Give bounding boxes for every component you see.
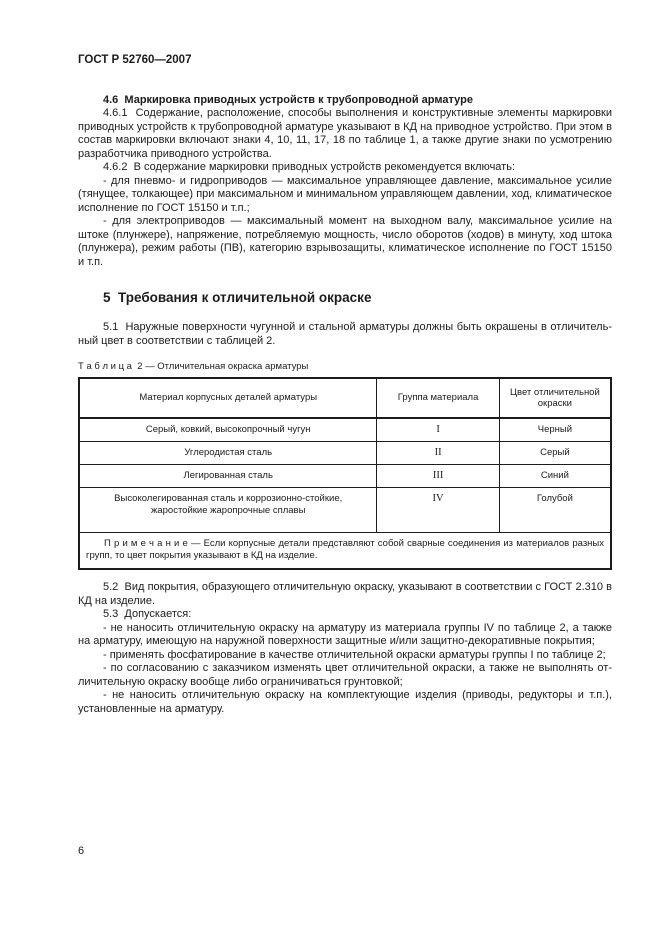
col-header-group: Группа материала [377, 378, 499, 418]
cell-group: IV [377, 488, 499, 533]
table-row [79, 418, 611, 442]
cell-group: I [377, 418, 499, 442]
table-row [79, 442, 611, 465]
para-5-2: 5.2 Вид покрытия, образующего отличительную окраску, указывают в соответствии с ГОСТ 2.310 в КД на изделие. [78, 581, 612, 607]
para-5-1: 5.1 Наружные поверхности чугунной и стальной арматуры должны быть окрашены в отличительный цвет в соответствии с таблицей 2. [78, 321, 612, 347]
cell-group: II [377, 442, 499, 465]
table-note: П р и м е ч а н и е — Если корпусные детали представляют собой сварные соединения из материалов разных групп, то цвет покрытия указывают в КД на изделие. [79, 533, 611, 570]
cell-group: III [377, 465, 499, 488]
list-item-no-paint-accessories: - не наносить отличительную окраску на комплектующие изделия (приводы, редукторы и т.п.), установленные на арматуру. [78, 689, 612, 715]
table-caption: Т а б л и ц а 2 — Отличительная окраска арматуры [78, 361, 309, 372]
list-item-electro: - для электроприводов — максимальный момент на выходном валу, максимальное усилие на штоке (плунжере), напряжение, потребляемую мощность, число оборотов (ходов) в минуту, ход штока (плунжера), режим работы (ПВ), категорию взрывозащиты, климатическое исполнение по ГОСТ 15150 и т.п. [78, 215, 612, 268]
table-note-row [79, 533, 611, 570]
heading-5: 5 Требования к отличительной окраске [103, 290, 372, 305]
para-4-6-1: 4.6.1 Содержание, расположение, способы выполнения и конструктивные элементы маркировки приводных устройств к трубопроводной арматуре указывают в КД на приводное устройство. При этом в состав маркировки включают знаки 4, 10, 11, 17, 18 по таблице 1, а также другие знаки по усмотрению разработчика приводного устройства. [78, 107, 612, 160]
heading-4-6: 4.6 Маркировка приводных устройств к трубопроводной арматуре [103, 93, 473, 106]
para-4-6-2-intro: 4.6.2 В содержание маркировки приводных устройств рекомендуется включать: [103, 161, 516, 173]
col-header-material: Материал корпусных деталей арматуры [79, 378, 377, 418]
cell-color: Серый [499, 442, 611, 465]
list-item-phosphating: - применять фосфатирование в качестве отличительной окраски арматуры группы I по таблице 2; [103, 648, 606, 661]
table-header [79, 378, 611, 418]
table-row [79, 488, 611, 533]
list-item-change-color: - по согласованию с заказчиком изменять цвет отличительной окраски, а также не выполнять отличительную окраску вообще либо ограничиваться грунтовкой; [78, 662, 612, 688]
cell-material: Легированная сталь [79, 465, 377, 488]
table-row [79, 465, 611, 488]
list-item-pneumo-hydro: - для пневмо- и гидроприводов — максимальное управляющее давление, максимальное усилие (тянущее, толкающее) при максимальном и минимальном управляющем давлении, ход, климатическое исполнение по ГОСТ 15150 и т.п.; [78, 174, 612, 214]
cell-material: Серый, ковкий, высокопрочный чугун [79, 418, 377, 442]
doc-code: ГОСТ Р 52760—2007 [78, 54, 192, 66]
para-5-3-intro: 5.3 Допускается: [103, 608, 192, 620]
cell-material: Углеродистая сталь [79, 442, 377, 465]
cell-color: Черный [499, 418, 611, 442]
cell-color: Голубой [499, 488, 611, 533]
table-header-row [79, 378, 611, 418]
col-header-color: Цвет отличительной окраски [499, 378, 611, 418]
page-number: 6 [78, 845, 85, 857]
table-2-distinctive-painting [78, 377, 612, 570]
cell-material: Высоколегированная сталь и коррозионно-стойкие, жаростойкие жаропрочные сплавы [79, 488, 377, 533]
cell-color: Синий [499, 465, 611, 488]
list-item-no-paint-group-iv: - не наносить отличительную окраску на арматуру из материала группы IV по таблице 2, а также на арматуру, имеющую на наружной поверхности защитные и/или защитно-декоративные покрытия; [78, 621, 612, 647]
